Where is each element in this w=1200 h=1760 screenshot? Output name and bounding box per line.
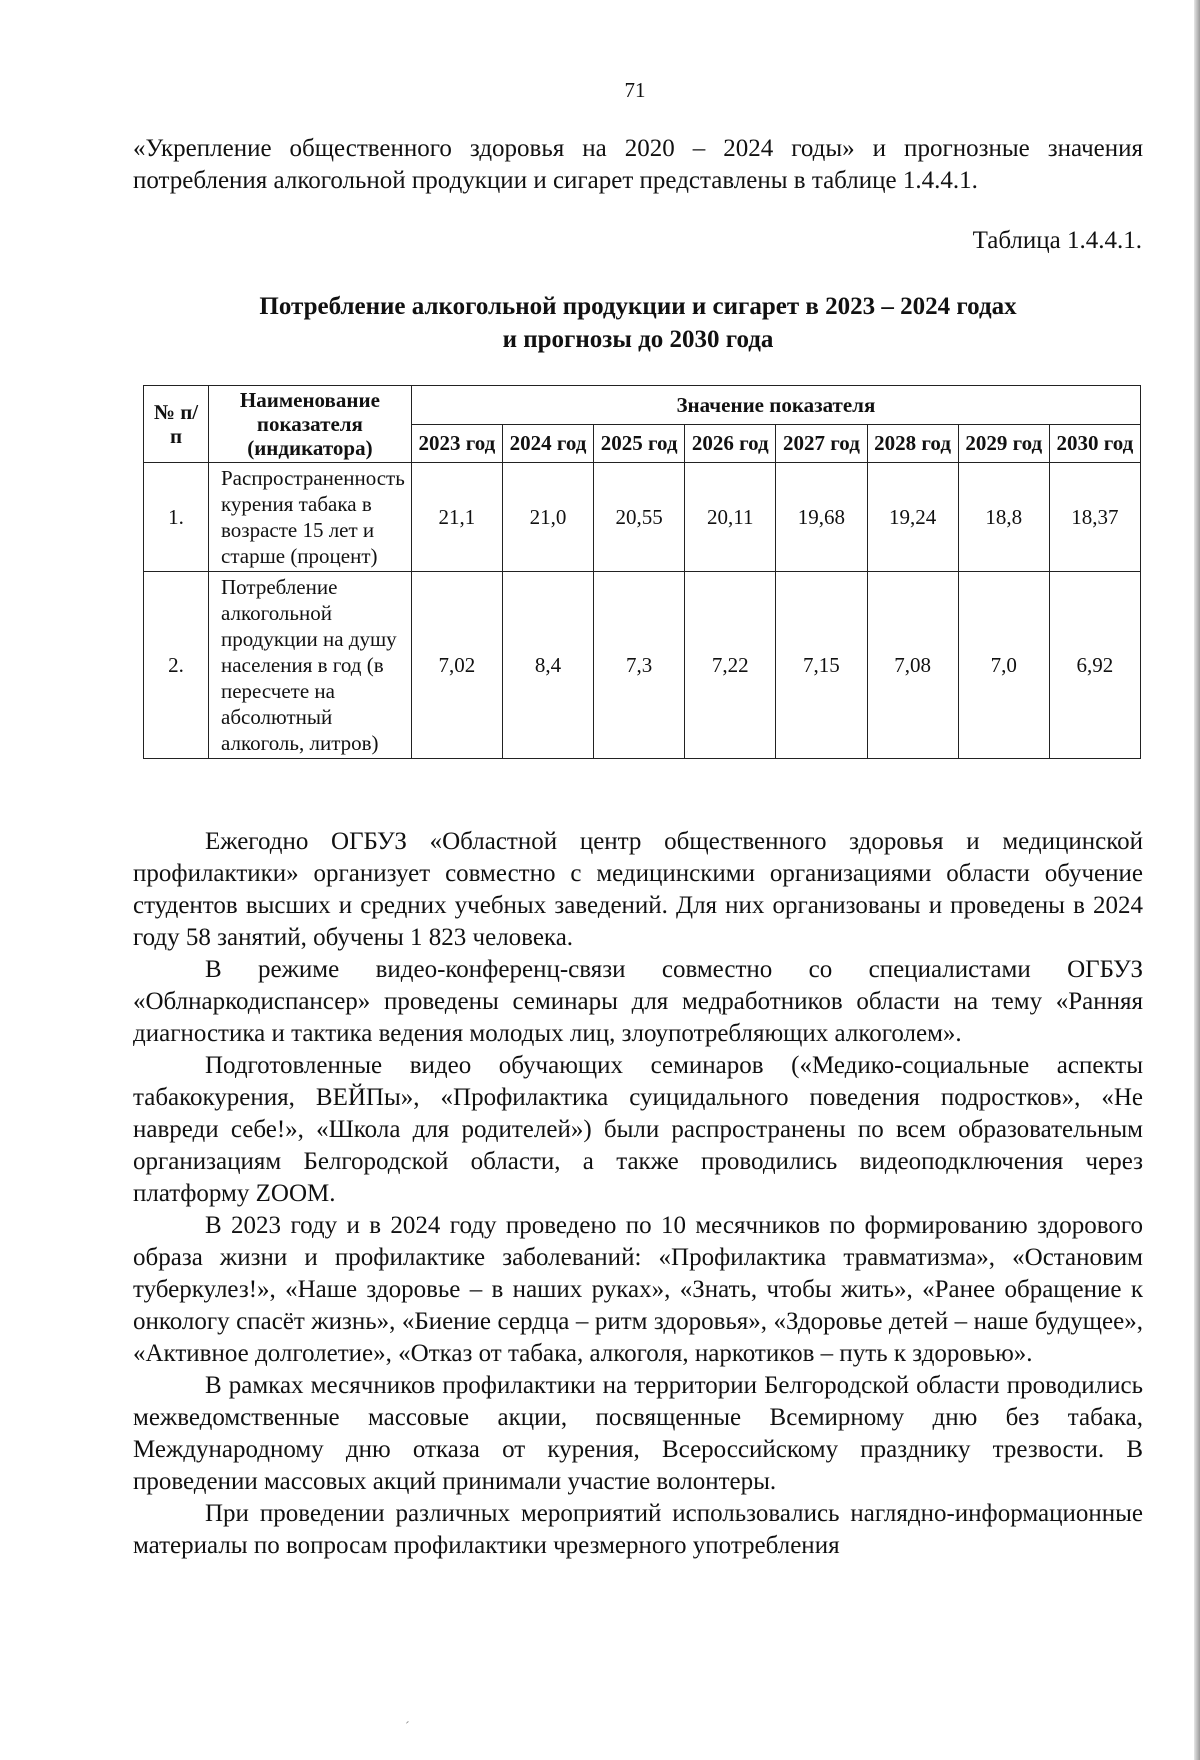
row-value: 7,22 bbox=[685, 572, 776, 759]
row-value: 20,11 bbox=[685, 463, 776, 572]
paragraph: В рамках месячников профилактики на территории Белгородской области проводились межведомственные массовые акции, посвященные Всемирному дню без табака, Международному дню отказа от курения, Всероссийскому празднику трезвости. В проведении массовых акций принимали участие волонтеры. bbox=[133, 1372, 1143, 1495]
header-year: 2024 год bbox=[502, 424, 593, 463]
body-text bbox=[133, 826, 1143, 1562]
table-label: Таблица 1.4.4.1. bbox=[972, 227, 1142, 254]
indicators-table bbox=[143, 385, 1141, 759]
paragraph: Подготовленные видео обучающих семинаров («Медико-социальные аспекты табакокурения, ВЕЙПы», «Профилактика суицидального поведения подростков», «Не навреди себе!», «Школа для родителей») были распространены по всем образовательным организациям Белгородской области, а также проводились видеоподключения через платформу ZOOM. bbox=[133, 1052, 1143, 1207]
row-value: 21,0 bbox=[502, 463, 593, 572]
paragraph: Ежегодно ОГБУЗ «Областной центр общественного здоровья и медицинской профилактики» организует совместно с медицинскими организациями области обучение студентов высших и средних учебных заведений. Для них организованы и проведены в 2024 году 58 занятий, обучены 1 823 человека. bbox=[133, 828, 1143, 951]
table-title bbox=[133, 290, 1143, 356]
row-value: 18,8 bbox=[958, 463, 1049, 572]
header-indicator-value: Значение показателя bbox=[411, 386, 1140, 425]
header-year: 2029 год bbox=[958, 424, 1049, 463]
header-number: № п/п bbox=[144, 386, 209, 463]
row-number: 1. bbox=[144, 463, 209, 572]
row-value: 19,24 bbox=[867, 463, 958, 572]
header-year: 2028 год bbox=[867, 424, 958, 463]
row-value: 19,68 bbox=[776, 463, 867, 572]
table-row bbox=[144, 572, 1141, 759]
row-value: 7,02 bbox=[411, 572, 502, 759]
paragraph: При проведении различных мероприятий использовались наглядно-информационные материалы по вопросам профилактики чрезмерного употребления bbox=[133, 1500, 1143, 1559]
header-year: 2030 год bbox=[1049, 424, 1140, 463]
page-number: 71 bbox=[624, 78, 646, 102]
row-value: 18,37 bbox=[1049, 463, 1140, 572]
header-indicator-name: Наименование показателя (индикатора) bbox=[209, 386, 412, 463]
header-year: 2025 год bbox=[594, 424, 685, 463]
row-value: 7,15 bbox=[776, 572, 867, 759]
table-header-row bbox=[144, 386, 1141, 425]
row-value: 7,0 bbox=[958, 572, 1049, 759]
header-year: 2023 год bbox=[411, 424, 502, 463]
row-value: 7,3 bbox=[594, 572, 685, 759]
row-value: 20,55 bbox=[594, 463, 685, 572]
table-title-line-1: Потребление алкогольной продукции и сигарет в 2023 – 2024 годах bbox=[259, 293, 1017, 320]
row-indicator-name: Потребление алкогольной продукции на душу населения в год (в пересчете на абсолютный алкоголь, литров) bbox=[209, 572, 412, 759]
scan-speck: ˊ bbox=[405, 1720, 410, 1735]
header-year: 2027 год bbox=[776, 424, 867, 463]
row-indicator-name: Распространенность курения табака в возрасте 15 лет и старше (процент) bbox=[209, 463, 412, 572]
row-value: 7,08 bbox=[867, 572, 958, 759]
table-row bbox=[144, 463, 1141, 572]
row-number: 2. bbox=[144, 572, 209, 759]
header-year: 2026 год bbox=[685, 424, 776, 463]
paragraph: В режиме видео-конференц-связи совместно со специалистами ОГБУЗ «Облнаркодиспансер» проведены семинары для медработников области на тему «Ранняя диагностика и тактика ведения молодых лиц, злоупотребляющих алкоголем». bbox=[133, 956, 1143, 1047]
row-value: 6,92 bbox=[1049, 572, 1140, 759]
paragraph: В 2023 году и в 2024 году проведено по 10 месячников по формированию здорового образа жизни и профилактике заболеваний: «Профилактика травматизма», «Остановим туберкулез!», «Наше здоровье – в наших руках», «Знать, чтобы жить», «Ранее обращение к онкологу спасёт жизнь», «Биение сердца – ритм здоровья», «Здоровье детей – наше будущее», «Активное долголетие», «Отказ от табака, алкоголя, наркотиков – путь к здоровью». bbox=[133, 1212, 1143, 1367]
scan-edge bbox=[1194, 0, 1200, 1760]
table-title-line-2: и прогнозы до 2030 года bbox=[502, 326, 774, 353]
row-value: 8,4 bbox=[502, 572, 593, 759]
intro-paragraph: «Укрепление общественного здоровья на 2020 – 2024 годы» и прогнозные значения потребления алкогольной продукции и сигарет представлены в таблице 1.4.4.1. bbox=[133, 135, 1143, 194]
row-value: 21,1 bbox=[411, 463, 502, 572]
